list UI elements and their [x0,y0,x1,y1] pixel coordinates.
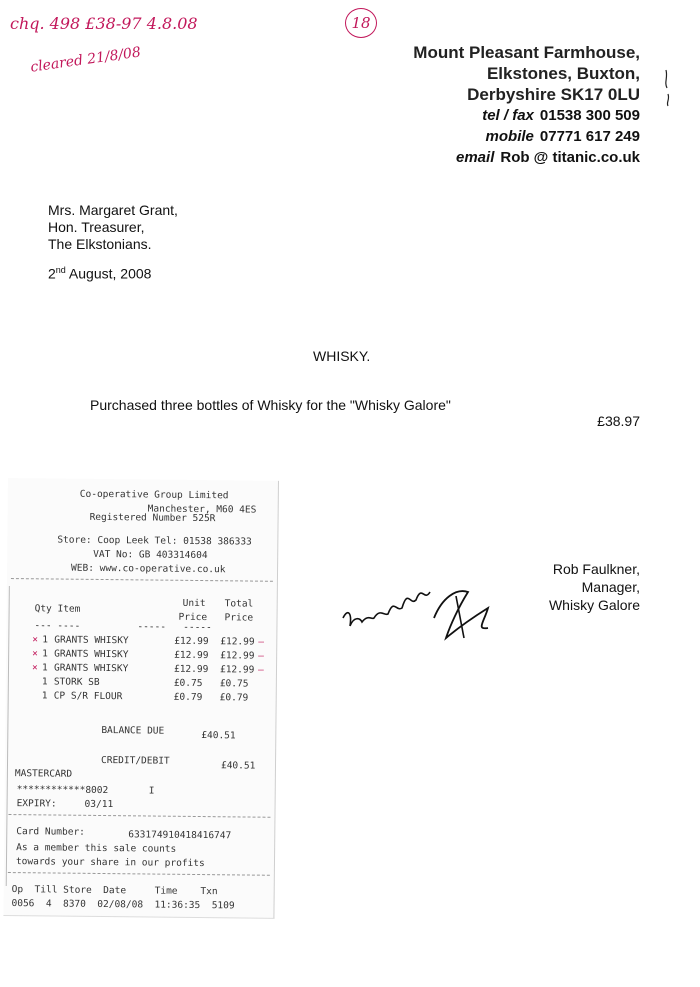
item-total-price: £12.99 [220,650,255,662]
item-unit-price: £12.99 [173,663,209,676]
page-number-circle [345,8,377,38]
col-unit-2: Price [178,611,208,624]
balance-label: BALANCE DUE [101,724,165,737]
tick-mark: × [31,662,38,674]
item-qty: 1 [42,648,48,660]
page-number: 18 [351,14,371,32]
item-unit-price: £12.99 [174,635,209,648]
sender-address [413,42,640,168]
mobile-value: 07771 617 249 [539,128,640,145]
item-total-price: £0.75 [219,678,249,690]
item-name: GRANTS WHISKY [54,634,129,647]
expiry-label: EXPIRY: [16,798,57,810]
tel-label: tel / fax [482,107,534,124]
footer-values: 0056 4 8370 02/08/08 11:36:35 5109 [11,898,235,912]
member-msg-1: As a member this sale counts [16,842,177,855]
item-name: STORK SB [53,676,100,688]
mobile-label: mobile [485,128,534,145]
signatory-org: Whisky Galore [548,597,640,613]
footer-headers: Op Till Store Date Time Txn [11,884,218,898]
recipient-org: The Elkstonians. [48,236,152,252]
tel-value: 01538 300 509 [539,107,640,124]
email-label: email [456,149,495,166]
card-type: MASTERCARD [14,768,73,780]
item-total-price: £12.99 [219,664,255,676]
receipt-divider-2 [8,814,270,818]
payment-note: chq. 498 £38-97 4.8.08 [10,14,198,33]
item-qty: 1 [41,662,48,674]
balance-value: £40.51 [201,730,236,742]
credit-value: £40.51 [220,760,256,772]
item-name: GRANTS WHISKY [54,648,129,661]
col-qty-item: Qty Item [34,603,81,615]
member-msg-2: towards your share in our profits [15,856,205,870]
handwritten-signature [338,578,508,648]
signatory-title: Manager, [581,579,640,595]
receipt-store: Store: Coop Leek Tel: 01538 386333 [57,534,252,548]
item-name: GRANTS WHISKY [53,662,129,675]
receipt-web: WEB: www.co-operative.co.uk [71,562,226,576]
tick-mark: × [32,648,38,660]
recipient-block [48,202,178,253]
check-dash: — [258,650,264,662]
card-number: ************8002 [16,784,109,797]
recipient-role: Hon. Treasurer, [48,219,145,235]
receipt-divider [11,578,273,582]
item-qty: 1 [41,690,48,702]
address-line-3: Derbyshire SK17 0LU [467,85,640,104]
item-name: CP S/R FLOUR [53,690,123,703]
receipt-divider-3 [8,872,270,876]
date-rest: August, 2008 [65,265,152,282]
member-label: Card Number: [16,826,85,838]
email-value: Rob @ titanic.co.uk [500,149,640,166]
tick-mark: × [32,634,39,646]
address-line-1: Mount Pleasant Farmhouse, [413,43,640,62]
credit-label: CREDIT/DEBIT [100,754,170,767]
margin-marks [660,68,680,108]
receipt-reg: Registered Number 525R [89,511,216,525]
item-unit-price: £12.99 [174,649,209,662]
col-underline: --- ---- ----- ----- [34,620,212,634]
item-qty: 1 [41,676,48,688]
tel-line [413,105,640,126]
item-total-price: £12.99 [220,636,255,648]
date-day: 2 [48,265,56,282]
check-dash: — [258,636,265,648]
purchase-description: Purchased three bottles of Whisky for the "Whisky Galore" [90,397,451,413]
col-unit-1: Unit [182,597,206,610]
recipient-name: Mrs. Margaret Grant, [48,202,178,218]
receipt-company: Co-operative Group Limited [79,488,229,502]
signatory-block [549,560,640,614]
receipt-vat: VAT No: GB 403314604 [93,548,208,562]
item-unit-price: £0.75 [173,677,203,690]
signatory-name: Rob Faulkner, [552,561,640,577]
purchase-amount: £38.97 [597,413,640,429]
letter-date [48,265,151,282]
expiry-value: 03/11 [84,798,114,811]
till-receipt [3,478,279,919]
receipt-address: Manchester, M60 4ES [147,503,257,516]
mobile-line [413,126,640,147]
receipt-edge [6,586,10,886]
col-total-1: Total [224,598,254,610]
address-line-2: Elkstones, Buxton, [486,64,640,83]
item-unit-price: £0.79 [173,691,203,704]
subject-heading: WHISKY. [313,348,371,364]
email-line [413,147,640,168]
col-total-2: Price [224,612,254,624]
member-number: 633174910418416747 [128,829,232,842]
check-dash: — [257,664,264,676]
cleared-note: cleared 21/8/08 [29,44,142,76]
date-suffix: nd [55,265,66,275]
item-qty: 1 [42,634,49,646]
card-flag: I [148,785,155,797]
item-total-price: £0.79 [219,692,249,704]
